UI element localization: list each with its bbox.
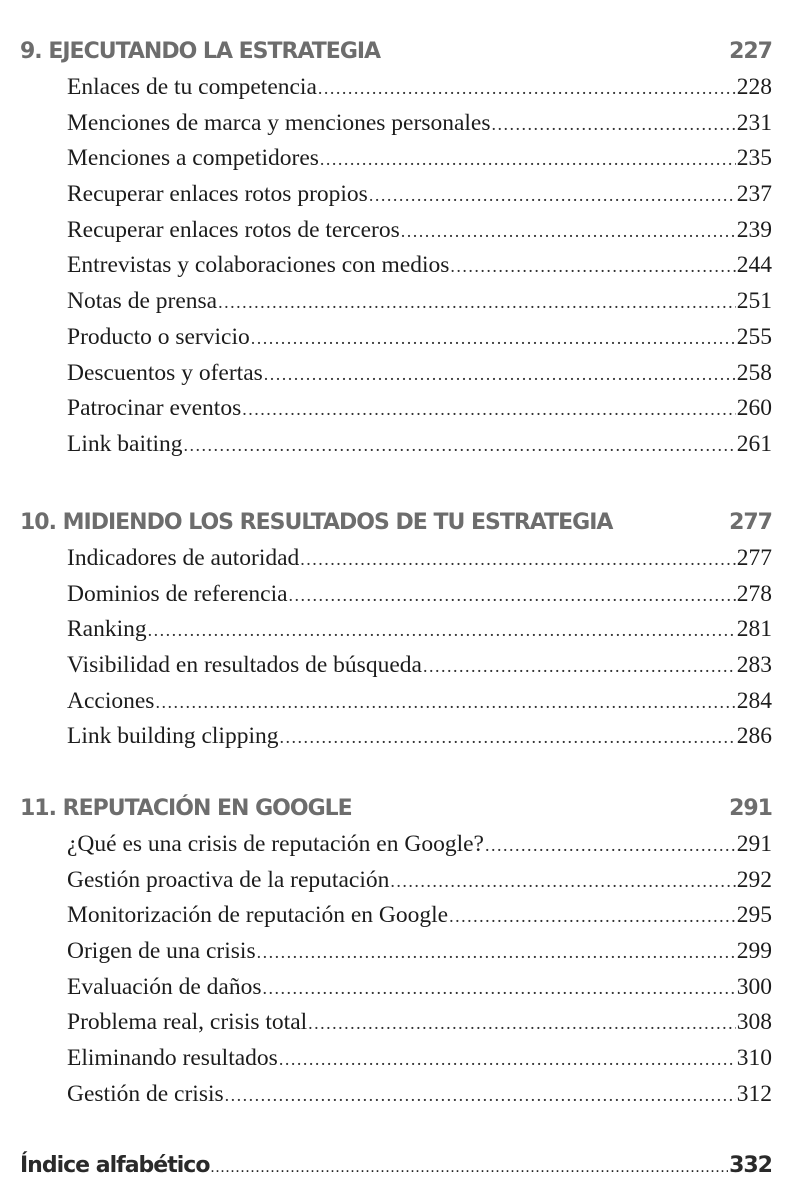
- dot-leader: [155, 685, 735, 721]
- entry-label: Link baiting: [67, 430, 183, 457]
- dot-leader: [257, 935, 736, 971]
- dot-leader: [449, 899, 736, 935]
- entry-page-number: 308: [736, 1009, 772, 1036]
- toc-entry[interactable]: [67, 863, 772, 899]
- entry-label: Producto o servicio: [67, 323, 250, 350]
- toc-entry[interactable]: [67, 320, 772, 356]
- dot-leader: [492, 107, 736, 143]
- chapter-title: 10. MIDIENDO LOS RESULTADOS DE TU ESTRATEGIA: [20, 510, 613, 535]
- entry-page-number: 300: [736, 973, 772, 1000]
- entry-label: Patrocinar eventos: [67, 395, 242, 422]
- dot-leader: [251, 321, 736, 357]
- toc-entry[interactable]: [67, 541, 772, 577]
- entry-page-number: 283: [736, 652, 772, 679]
- dot-leader: [264, 357, 736, 393]
- chapter-heading[interactable]: [20, 34, 772, 70]
- dot-leader: [262, 971, 735, 1007]
- entry-label: Descuentos y ofertas: [67, 359, 263, 386]
- dot-leader: [148, 613, 736, 649]
- dot-leader: [485, 828, 736, 864]
- chapter-entries: [20, 70, 772, 463]
- chapter-heading[interactable]: [20, 791, 772, 827]
- entry-page-number: 299: [736, 938, 772, 965]
- entry-page-number: 258: [736, 359, 772, 386]
- chapter-title: 11. REPUTACIÓN EN GOOGLE: [20, 796, 352, 821]
- toc-entry[interactable]: [67, 1041, 772, 1077]
- dot-leader: [184, 428, 736, 464]
- dot-leader: [300, 542, 735, 578]
- toc-entry[interactable]: [67, 248, 772, 284]
- toc-entry[interactable]: [67, 106, 772, 142]
- toc-entry[interactable]: [67, 213, 772, 249]
- toc-entry[interactable]: [67, 719, 772, 755]
- entry-label: Monitorización de reputación en Google: [67, 902, 449, 929]
- toc-entry[interactable]: [67, 898, 772, 934]
- toc-entry[interactable]: [67, 934, 772, 970]
- chapter-page-number: 277: [729, 510, 772, 535]
- toc-entry[interactable]: [67, 427, 772, 463]
- entry-label: Eliminando resultados: [67, 1045, 278, 1072]
- dot-leader: [242, 392, 736, 428]
- toc-entry[interactable]: [67, 1077, 772, 1113]
- entry-page-number: 281: [736, 616, 772, 643]
- dot-leader: [390, 864, 735, 900]
- toc-entry[interactable]: [67, 391, 772, 427]
- toc-entry[interactable]: [67, 70, 772, 106]
- entry-page-number: 255: [736, 323, 772, 350]
- dot-leader: [423, 649, 736, 685]
- index-label: Índice alfabético: [20, 1153, 210, 1178]
- entry-page-number: 310: [736, 1045, 772, 1072]
- chapter-entries: [20, 827, 772, 1113]
- entry-page-number: 292: [736, 866, 772, 893]
- entry-label: Link building clipping: [67, 723, 279, 750]
- toc-entry[interactable]: [67, 827, 772, 863]
- toc-entry[interactable]: [67, 577, 772, 613]
- chapter-9: [20, 34, 772, 463]
- chapter-title: 9. EJECUTANDO LA ESTRATEGIA: [20, 39, 381, 64]
- toc-entry[interactable]: [67, 612, 772, 648]
- entry-page-number: 277: [736, 545, 772, 571]
- entry-label: Problema real, crisis total: [67, 1009, 308, 1036]
- entry-label: Recuperar enlaces rotos de terceros: [67, 216, 400, 243]
- entry-label: Menciones de marca y menciones personales: [67, 109, 491, 136]
- toc-entry[interactable]: [67, 1005, 772, 1041]
- entry-label: ¿Qué es una crisis de reputación en Google?: [67, 831, 484, 857]
- toc-entry[interactable]: [67, 141, 772, 177]
- toc-entry[interactable]: [67, 684, 772, 720]
- entry-label: Evaluación de daños: [67, 973, 262, 1000]
- dot-leader: [369, 178, 736, 214]
- dot-leader: [401, 214, 736, 250]
- entry-page-number: 244: [736, 252, 772, 279]
- dot-leader: [450, 249, 735, 285]
- dot-leader: [225, 1078, 736, 1114]
- entry-label: Indicadores de autoridad: [67, 545, 300, 571]
- entry-page-number: 284: [736, 687, 772, 714]
- entry-page-number: 295: [736, 902, 772, 929]
- entry-label: Gestión de crisis: [67, 1080, 224, 1107]
- entry-label: Notas de prensa: [67, 288, 218, 315]
- entry-label: Gestión proactiva de la reputación: [67, 866, 390, 893]
- dot-leader: [289, 578, 736, 614]
- toc-entry[interactable]: [67, 356, 772, 392]
- toc-entry[interactable]: [67, 284, 772, 320]
- toc-entry[interactable]: [67, 648, 772, 684]
- entry-label: Ranking: [67, 616, 147, 643]
- entry-label: Menciones a competidores: [67, 145, 319, 172]
- toc-entry[interactable]: [67, 970, 772, 1006]
- entry-page-number: 235: [736, 145, 772, 172]
- chapter-11: [20, 791, 772, 1113]
- dot-leader: [318, 71, 736, 107]
- entry-page-number: 231: [736, 109, 772, 136]
- chapter-heading[interactable]: [20, 505, 772, 541]
- dot-leader: [280, 720, 736, 756]
- entry-label: Recuperar enlaces rotos propios: [67, 181, 368, 208]
- toc-entry[interactable]: [67, 177, 772, 213]
- entry-page-number: 286: [736, 723, 772, 750]
- entry-page-number: 291: [736, 831, 772, 857]
- index-entry[interactable]: [20, 1148, 772, 1184]
- chapter-entries: [20, 541, 772, 755]
- index-page-number: 332: [729, 1153, 772, 1178]
- entry-page-number: 260: [736, 395, 772, 422]
- entry-label: Acciones: [67, 687, 155, 714]
- dot-leader: [218, 285, 736, 321]
- entry-page-number: 237: [736, 181, 772, 208]
- dot-leader: [279, 1042, 736, 1078]
- entry-page-number: 228: [736, 74, 772, 100]
- chapter-page-number: 227: [729, 39, 772, 64]
- chapter-10: [20, 505, 772, 755]
- entry-page-number: 261: [736, 430, 772, 457]
- entry-page-number: 251: [736, 288, 772, 315]
- dot-leader: [308, 1006, 736, 1042]
- entry-label: Origen de una crisis: [67, 938, 256, 965]
- entry-label: Enlaces de tu competencia: [67, 74, 317, 100]
- entry-label: Visibilidad en resultados de búsqueda: [67, 652, 422, 679]
- entry-page-number: 239: [736, 216, 772, 243]
- entry-label: Dominios de referencia: [67, 580, 288, 607]
- entry-page-number: 312: [736, 1080, 772, 1107]
- entry-page-number: 278: [736, 580, 772, 607]
- dot-leader: [210, 1150, 728, 1186]
- chapter-page-number: 291: [729, 796, 772, 821]
- entry-label: Entrevistas y colaboraciones con medios: [67, 252, 450, 279]
- dot-leader: [320, 142, 736, 178]
